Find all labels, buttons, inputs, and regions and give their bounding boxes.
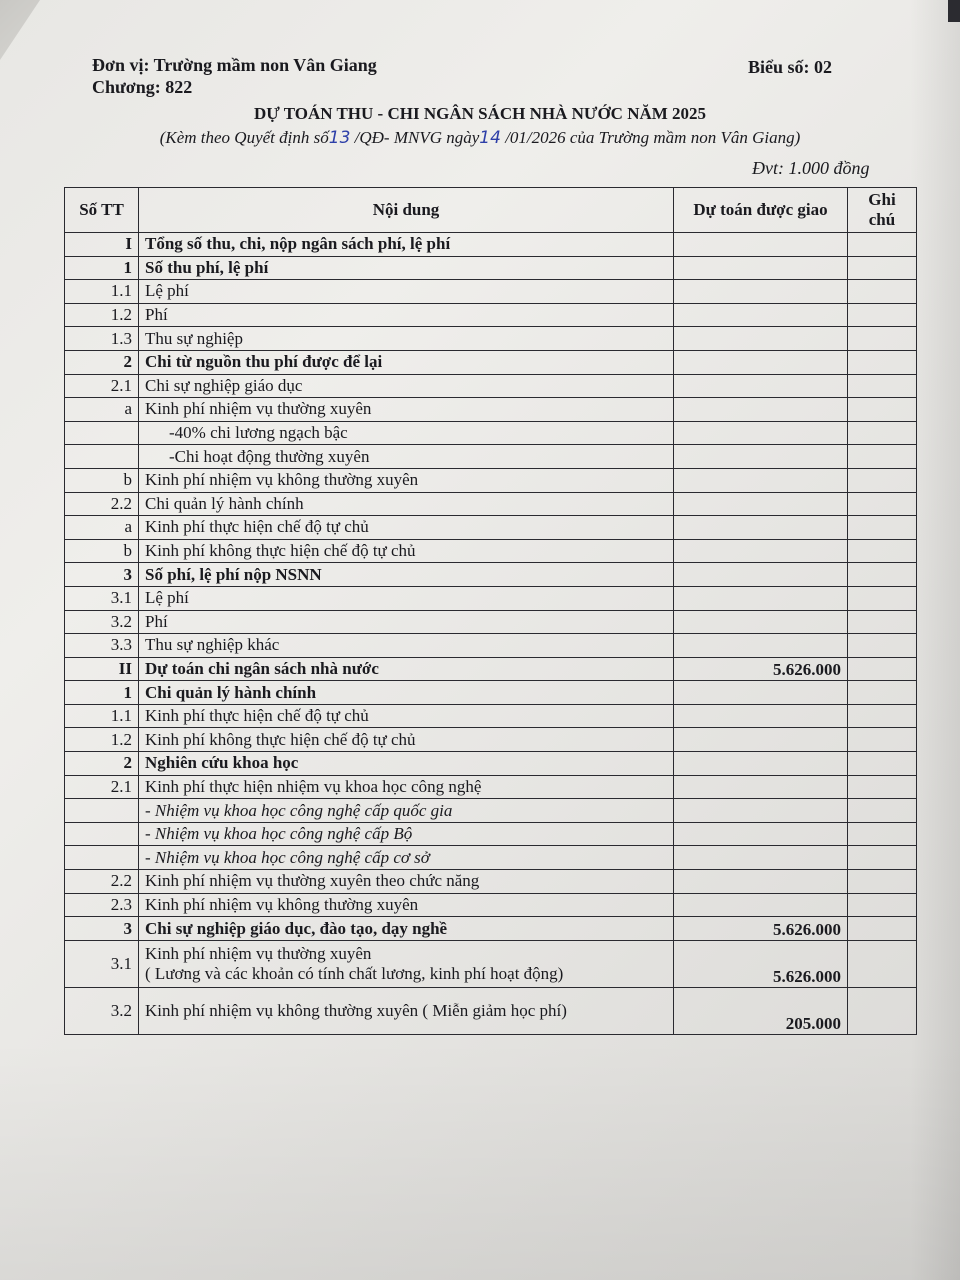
row-estimate-value: [674, 374, 848, 398]
row-content: Kinh phí nhiệm vụ không thường xuyên: [139, 893, 674, 917]
row-content: Phí: [139, 303, 674, 327]
subtitle-part-2: /QĐ- MNVG ngày: [354, 128, 480, 147]
table-row: [65, 822, 917, 846]
row-estimate-value: [674, 256, 848, 280]
paper-shadow-bottom: [0, 1040, 960, 1280]
row-content: Lệ phí: [139, 586, 674, 610]
row-note: [848, 893, 917, 917]
table-row: [65, 940, 917, 987]
chapter-code: Chương: 822: [92, 77, 193, 97]
row-note: [848, 728, 917, 752]
row-number: 1.2: [65, 303, 139, 327]
row-content: - Nhiệm vụ khoa học công nghệ cấp cơ sở: [139, 846, 674, 870]
table-row: [65, 634, 917, 658]
row-number: [65, 822, 139, 846]
table-row: [65, 728, 917, 752]
table-row: [65, 516, 917, 540]
row-estimate-value: [674, 681, 848, 705]
row-note: [848, 539, 917, 563]
row-estimate-value: [674, 775, 848, 799]
row-note: [848, 704, 917, 728]
row-content: Lệ phí: [139, 280, 674, 304]
table-row: [65, 445, 917, 469]
row-note: [848, 398, 917, 422]
unit-name: Đơn vị: Trường mầm non Vân Giang: [92, 55, 377, 75]
row-number: 3.3: [65, 634, 139, 658]
row-estimate-value: [674, 468, 848, 492]
row-estimate-value: [674, 870, 848, 894]
row-estimate-value: [674, 233, 848, 257]
row-number: 3.1: [65, 586, 139, 610]
table-row: [65, 256, 917, 280]
table-row: [65, 657, 917, 681]
row-note: [848, 350, 917, 374]
row-number: II: [65, 657, 139, 681]
row-number: 3: [65, 563, 139, 587]
row-content: -40% chi lương ngạch bậc: [139, 421, 674, 445]
row-estimate-value: [674, 539, 848, 563]
row-estimate-value: [674, 303, 848, 327]
row-note: [848, 775, 917, 799]
row-note: [848, 681, 917, 705]
row-note: [848, 516, 917, 540]
row-note: [848, 940, 917, 987]
row-number: 2.2: [65, 492, 139, 516]
row-estimate-value: [674, 586, 848, 610]
row-note: [848, 563, 917, 587]
row-content: - Nhiệm vụ khoa học công nghệ cấp quốc gia: [139, 799, 674, 823]
row-number: 1: [65, 256, 139, 280]
table-row: [65, 846, 917, 870]
table-row: [65, 752, 917, 776]
row-note: [848, 468, 917, 492]
row-number: b: [65, 539, 139, 563]
table-row: [65, 610, 917, 634]
row-content: Thu sự nghiệp khác: [139, 634, 674, 658]
row-content-line: Kinh phí nhiệm vụ thường xuyên: [145, 943, 372, 963]
row-estimate-value: 5.626.000: [674, 657, 848, 681]
budget-table: [64, 187, 917, 1035]
row-number: 2: [65, 350, 139, 374]
row-content: Tổng số thu, chi, nộp ngân sách phí, lệ phí: [139, 233, 674, 257]
row-number: 3.2: [65, 987, 139, 1034]
row-note: [848, 374, 917, 398]
row-number: 1.1: [65, 704, 139, 728]
table-row: [65, 374, 917, 398]
row-estimate-value: [674, 421, 848, 445]
row-content: Kinh phí thực hiện nhiệm vụ khoa học công nghệ: [139, 775, 674, 799]
table-row: [65, 681, 917, 705]
row-content: -Chi hoạt động thường xuyên: [139, 445, 674, 469]
row-number: 1.2: [65, 728, 139, 752]
row-estimate-value: [674, 492, 848, 516]
row-content: Chi quản lý hành chính: [139, 681, 674, 705]
row-estimate-value: [674, 563, 848, 587]
row-content: [139, 940, 674, 987]
row-content: Kinh phí nhiệm vụ không thường xuyên ( Miễn giảm học phí): [139, 987, 674, 1034]
table-row: [65, 704, 917, 728]
row-estimate-value: [674, 822, 848, 846]
row-note: [848, 256, 917, 280]
table-row: [65, 799, 917, 823]
row-note: [848, 327, 917, 351]
row-content: Dự toán chi ngân sách nhà nước: [139, 657, 674, 681]
row-number: 2.1: [65, 775, 139, 799]
row-note: [848, 421, 917, 445]
row-content: Phí: [139, 610, 674, 634]
subtitle-part-3: /01/2026 của Trường mầm non Vân Giang): [505, 128, 801, 147]
row-estimate-value: [674, 516, 848, 540]
document-subtitle: [0, 128, 960, 148]
row-note: [848, 657, 917, 681]
handwritten-decision-number: 13: [328, 128, 351, 148]
table-header-row: [65, 188, 917, 233]
row-content: Kinh phí thực hiện chế độ tự chủ: [139, 516, 674, 540]
row-number: b: [65, 468, 139, 492]
row-note: [848, 799, 917, 823]
table-row: [65, 350, 917, 374]
row-estimate-value: [674, 799, 848, 823]
table-row: [65, 468, 917, 492]
row-number: 1.3: [65, 327, 139, 351]
row-estimate-value: [674, 445, 848, 469]
row-content: Kinh phí nhiệm vụ thường xuyên: [139, 398, 674, 422]
row-number: [65, 846, 139, 870]
header-content: Nội dung: [139, 188, 674, 233]
paper-corner-fold: [0, 0, 40, 60]
table-row: [65, 917, 917, 941]
row-number: 2.1: [65, 374, 139, 398]
row-estimate-value: [674, 704, 848, 728]
row-estimate-value: 5.626.000: [674, 940, 848, 987]
row-estimate-value: [674, 350, 848, 374]
row-number: [65, 799, 139, 823]
row-number: [65, 421, 139, 445]
row-content: Kinh phí nhiệm vụ thường xuyên theo chức năng: [139, 870, 674, 894]
row-estimate-value: [674, 280, 848, 304]
row-estimate-value: [674, 327, 848, 351]
currency-unit-note: Đvt: 1.000 đồng: [752, 158, 870, 178]
row-number: 3: [65, 917, 139, 941]
row-note: [848, 303, 917, 327]
row-content: Chi từ nguồn thu phí được để lại: [139, 350, 674, 374]
row-content: Kinh phí không thực hiện chế độ tự chủ: [139, 728, 674, 752]
row-note: [848, 822, 917, 846]
row-content-line: ( Lương và các khoản có tính chất lương, kinh phí hoạt động): [145, 963, 564, 983]
row-estimate-value: [674, 846, 848, 870]
table-row: [65, 539, 917, 563]
row-content: Chi quản lý hành chính: [139, 492, 674, 516]
row-note: [848, 492, 917, 516]
table-row: [65, 563, 917, 587]
row-note: [848, 870, 917, 894]
row-estimate-value: [674, 728, 848, 752]
row-estimate-value: [674, 398, 848, 422]
row-estimate-value: [674, 752, 848, 776]
row-content: Thu sự nghiệp: [139, 327, 674, 351]
subtitle-part-1: (Kèm theo Quyết định số: [159, 128, 329, 147]
row-estimate-value: [674, 893, 848, 917]
table-row: [65, 233, 917, 257]
row-number: 3.2: [65, 610, 139, 634]
table-row: [65, 303, 917, 327]
table-row: [65, 893, 917, 917]
row-note: [848, 445, 917, 469]
row-content: Chi sự nghiệp giáo dục: [139, 374, 674, 398]
row-content: Số thu phí, lệ phí: [139, 256, 674, 280]
row-estimate-value: [674, 610, 848, 634]
row-note: [848, 233, 917, 257]
binder-tab: [948, 0, 960, 22]
row-note: [848, 917, 917, 941]
document-title: DỰ TOÁN THU - CHI NGÂN SÁCH NHÀ NƯỚC NĂM 2025: [253, 104, 707, 123]
row-content: Nghiên cứu khoa học: [139, 752, 674, 776]
row-estimate-value: 205.000: [674, 987, 848, 1034]
row-note: [848, 586, 917, 610]
row-number: 1: [65, 681, 139, 705]
table-row: [65, 327, 917, 351]
row-note: [848, 280, 917, 304]
row-content: Chi sự nghiệp giáo dục, đào tạo, dạy nghề: [139, 917, 674, 941]
row-content: Kinh phí thực hiện chế độ tự chủ: [139, 704, 674, 728]
row-number: 2: [65, 752, 139, 776]
table-row: [65, 775, 917, 799]
row-content: Kinh phí nhiệm vụ không thường xuyên: [139, 468, 674, 492]
table-row: [65, 586, 917, 610]
row-estimate-value: [674, 634, 848, 658]
row-note: [848, 610, 917, 634]
row-content: - Nhiệm vụ khoa học công nghệ cấp Bộ: [139, 822, 674, 846]
header-note: Ghi chú: [848, 188, 917, 233]
row-number: a: [65, 516, 139, 540]
row-number: a: [65, 398, 139, 422]
row-number: 3.1: [65, 940, 139, 987]
header-no: Số TT: [65, 188, 139, 233]
form-number: Biểu số: 02: [748, 57, 833, 77]
row-number: [65, 445, 139, 469]
row-note: [848, 752, 917, 776]
table-row: [65, 492, 917, 516]
row-content: Số phí, lệ phí nộp NSNN: [139, 563, 674, 587]
table-row: [65, 987, 917, 1034]
row-note: [848, 987, 917, 1034]
table-row: [65, 421, 917, 445]
row-note: [848, 634, 917, 658]
row-number: 1.1: [65, 280, 139, 304]
handwritten-decision-day: 14: [479, 128, 501, 148]
row-number: 2.3: [65, 893, 139, 917]
table-row: [65, 870, 917, 894]
table-row: [65, 398, 917, 422]
header-estimate: Dự toán được giao: [674, 188, 848, 233]
table-body: [65, 233, 917, 1035]
row-content: Kinh phí không thực hiện chế độ tự chủ: [139, 539, 674, 563]
row-number: I: [65, 233, 139, 257]
row-note: [848, 846, 917, 870]
row-number: 2.2: [65, 870, 139, 894]
table-row: [65, 280, 917, 304]
row-estimate-value: 5.626.000: [674, 917, 848, 941]
